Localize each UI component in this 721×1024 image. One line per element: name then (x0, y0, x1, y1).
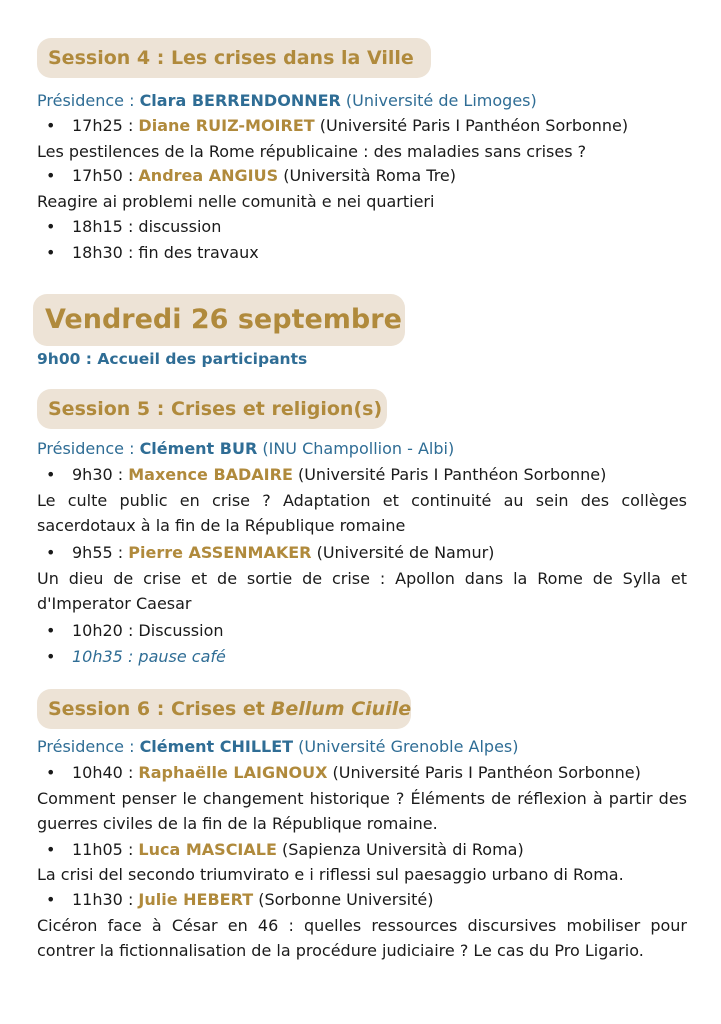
accueil-line: 9h00 : Accueil des participants (37, 350, 308, 368)
bullet-icon: • (46, 116, 56, 135)
bullet-icon: • (46, 465, 56, 484)
president-affiliation: (Université de Limoges) (340, 91, 537, 110)
speaker-name: Andrea ANGIUS (138, 166, 279, 185)
speaker-affiliation: (Università Roma Tre) (278, 166, 456, 185)
talk-entry (72, 164, 456, 188)
talk-title: Un dieu de crise et de sortie de crise : Apollon dans la Rome de Sylla et d'Imperator Caesar (37, 569, 687, 613)
bullet-icon: • (46, 217, 56, 236)
presidence-label: Présidence : (37, 91, 140, 110)
bullet-icon: • (46, 621, 56, 640)
talk-time: 11h05 : (72, 840, 139, 859)
bullet-icon: • (46, 647, 56, 666)
talk-time: 9h55 : (72, 543, 129, 562)
speaker-name: Maxence BADAIRE (128, 465, 293, 484)
speaker-name: Julie HEBERT (138, 890, 254, 909)
president-affiliation: (Université Grenoble Alpes) (293, 737, 519, 756)
session-6-title-italic: Bellum Ciuile (270, 698, 412, 720)
talk-entry (72, 838, 524, 862)
bullet-icon: • (46, 243, 56, 262)
talk-time: 10h40 : (72, 763, 139, 782)
talk-title: Reagire ai problemi nelle comunità e nei quartieri (37, 192, 435, 211)
day-heading (33, 294, 405, 346)
speaker-name: Raphaëlle LAIGNOUX (138, 763, 328, 782)
session-4-heading (37, 38, 431, 78)
talk-title: Les pestilences de la Rome républicaine : des maladies sans crises ? (37, 142, 587, 161)
speaker-affiliation: (Université Paris I Panthéon Sorbonne) (314, 116, 629, 135)
speaker-affiliation: (Sapienza Università di Roma) (276, 840, 524, 859)
talk-time: 11h30 : (72, 890, 139, 909)
presidence-label: Présidence : (37, 737, 140, 756)
speaker-name: Pierre ASSENMAKER (128, 543, 312, 562)
speaker-name: Luca MASCIALE (138, 840, 277, 859)
speaker-affiliation: (Université Paris I Panthéon Sorbonne) (327, 763, 641, 782)
session-6-heading (37, 689, 411, 729)
session-6-title: Session 6 : Crises et (48, 698, 265, 720)
pause-item: 10h35 : pause café (72, 647, 226, 666)
bullet-icon: • (46, 763, 56, 782)
bullet-icon: • (46, 840, 56, 859)
session-6-presidence (37, 735, 519, 759)
discussion-item: 10h20 : Discussion (72, 621, 224, 640)
talk-entry (72, 541, 494, 565)
speaker-affiliation: (Université de Namur) (311, 543, 495, 562)
speaker-affiliation: (Sorbonne Université) (253, 890, 434, 909)
bullet-icon: • (46, 543, 56, 562)
day-title: Vendredi 26 septembre (45, 304, 402, 335)
talk-entry (72, 114, 628, 138)
speaker-affiliation: (Université Paris I Panthéon Sorbonne) (292, 465, 607, 484)
talk-entry (72, 888, 433, 912)
talk-entry (72, 463, 606, 487)
presidence-label: Présidence : (37, 439, 140, 458)
session-5-presidence (37, 437, 454, 461)
talk-title: Comment penser le changement historique ? Éléments de réflexion à partir des guerres civiles de la fin de la République romaine. (37, 789, 687, 833)
talk-title: Le culte public en crise ? Adaptation et continuité au sein des collèges sacerdotaux à la fin de la République romaine (37, 491, 687, 535)
session-5-title: Session 5 : Crises et religion(s) (48, 398, 383, 420)
talk-entry (72, 761, 641, 785)
session-5-heading (37, 389, 387, 429)
talk-time: 9h30 : (72, 465, 129, 484)
talk-title: Cicéron face à César en 46 : quelles ressources discursives mobiliser pour contrer la fictionnalisation de la procédure judiciaire ? Le cas du Pro Ligario. (37, 916, 687, 960)
bullet-icon: • (46, 166, 56, 185)
bullet-icon: • (46, 890, 56, 909)
talk-time: 17h50 : (72, 166, 139, 185)
president-name: Clément BUR (139, 439, 258, 458)
session-4-title: Session 4 : Les crises dans la Ville (48, 47, 414, 69)
talk-title: La crisi del secondo triumvirato e i riflessi sul paesaggio urbano di Roma. (37, 865, 624, 884)
end-item: 18h30 : fin des travaux (72, 243, 259, 262)
discussion-item: 18h15 : discussion (72, 217, 222, 236)
talk-time: 17h25 : (72, 116, 139, 135)
president-name: Clément CHILLET (139, 737, 294, 756)
president-affiliation: (INU Champollion - Albi) (257, 439, 455, 458)
session-4-presidence (37, 89, 537, 113)
president-name: Clara BERRENDONNER (139, 91, 341, 110)
speaker-name: Diane RUIZ-MOIRET (138, 116, 315, 135)
